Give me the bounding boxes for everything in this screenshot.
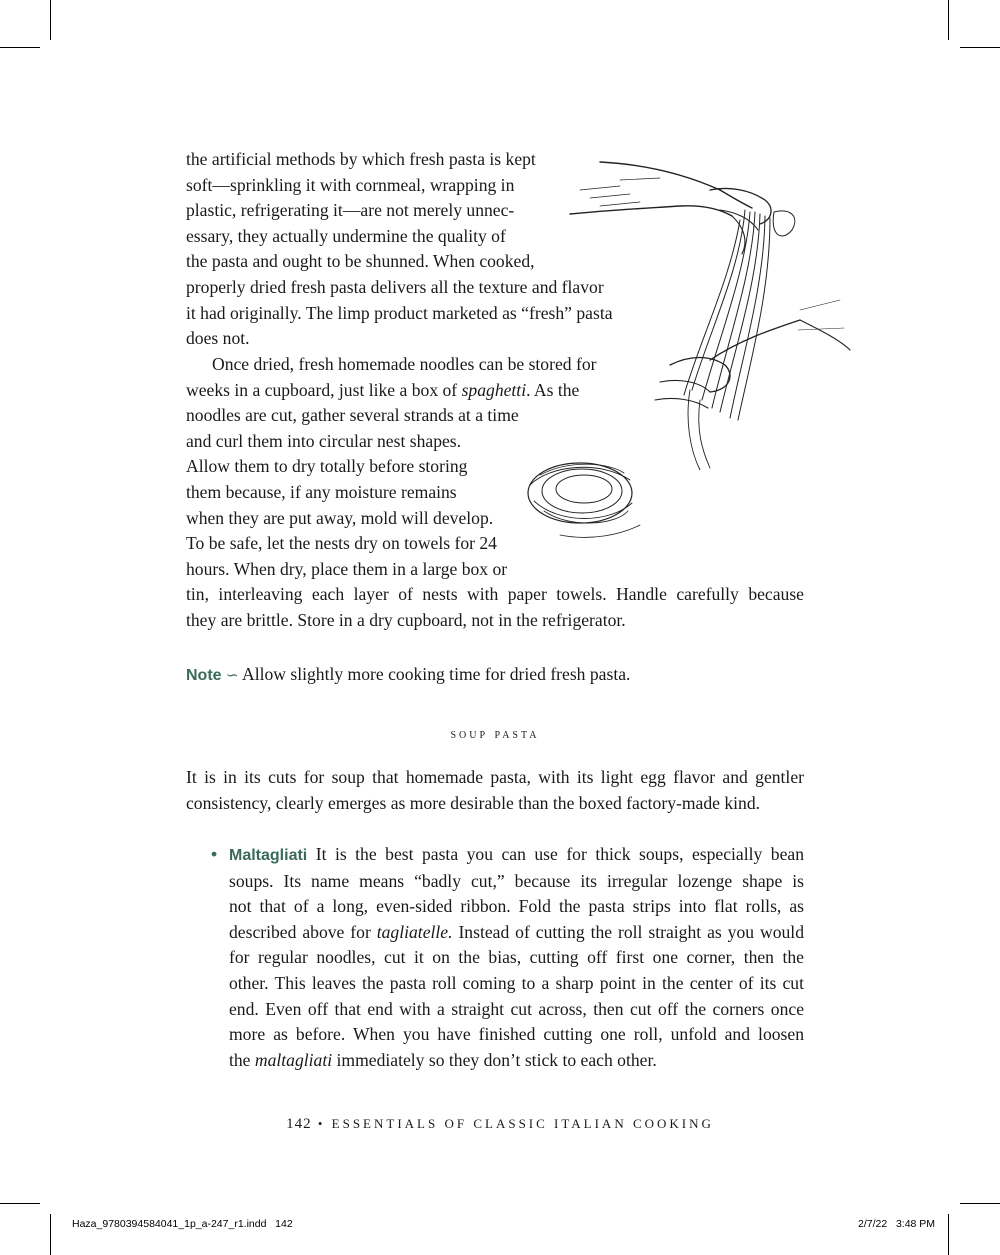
bullet-icon: • — [211, 844, 218, 864]
page-number: 142 — [286, 1116, 312, 1132]
text-line: does not. — [186, 328, 250, 349]
running-footer — [0, 1116, 1000, 1133]
text-span: described above for — [229, 921, 377, 942]
crop-mark — [948, 1214, 949, 1255]
crop-mark — [960, 1203, 1000, 1204]
note-line — [186, 662, 804, 689]
text-line: more as before. When you have finished cutting one roll, unfold and loosen — [229, 1024, 804, 1045]
text-line: plastic, refrigerating it—are not merely unnec- — [186, 200, 515, 221]
text-line: Once dried, fresh homemade noodles can be stored for — [212, 354, 597, 374]
text-line: them because, if any moisture remains — [186, 481, 457, 502]
note-text: Allow slightly more cooking time for dried fresh pasta. — [241, 664, 631, 684]
text-line: for regular noodles, cut it on the bias, cutting off first one corner, then the — [229, 947, 804, 968]
text-span: the — [229, 1049, 255, 1070]
text-span: It is the best pasta you can use for thick soups, especially bean — [307, 844, 804, 864]
slug-datetime: 2/7/22 3:48 PM — [858, 1218, 936, 1230]
body-paragraph-1 — [186, 147, 804, 352]
italic-term: tagliatelle. — [376, 921, 453, 942]
text-span: . As the — [526, 379, 580, 400]
text-span: Instead of cutting the roll straight as you would — [452, 921, 804, 942]
note — [186, 662, 804, 689]
text-line — [229, 842, 804, 869]
text-line: the artificial methods by which fresh pasta is kept — [186, 149, 536, 169]
note-symbol-icon: ∽ — [225, 666, 239, 684]
text-span: weeks in a cupboard, just like a box of — [186, 379, 462, 400]
text-line — [229, 1048, 804, 1074]
text-line: other. This leaves the pasta roll coming to a sharp point in the center of its cut — [229, 972, 804, 993]
text-line: It is in its cuts for soup that homemade pasta, with its light egg flavor and gentler — [186, 767, 804, 787]
text-line: it had originally. The limp product marketed as “fresh” pasta — [186, 302, 613, 323]
text-line: when they are put away, mold will develop. — [186, 507, 494, 528]
crop-mark — [948, 0, 949, 40]
crop-mark — [0, 1203, 40, 1204]
text-line: soups. Its name means “badly cut,” because its irregular lozenge shape is — [229, 870, 804, 891]
bullet-item-maltagliati — [211, 842, 804, 1073]
text-line — [229, 920, 804, 946]
text-line: hours. When dry, place them in a large box or — [186, 558, 508, 579]
text-line: not that of a long, even-sided ribbon. Fold the pasta strips into flat rolls, as — [229, 896, 804, 917]
text-line: and curl them into circular nest shapes. — [186, 430, 462, 451]
text-line: tin, interleaving each layer of nests with paper towels. Handle carefully because — [186, 584, 804, 605]
italic-term: spaghetti — [461, 379, 527, 400]
body-paragraph-2 — [186, 352, 804, 634]
text-line: noodles are cut, gather several strands at a time — [186, 405, 519, 426]
crop-mark — [960, 47, 1000, 48]
running-title: ESSENTIALS OF CLASSIC ITALIAN COOKING — [331, 1116, 714, 1131]
text-span: immediately so they don’t stick to each other. — [332, 1049, 657, 1070]
crop-mark — [50, 1214, 51, 1255]
crop-mark — [50, 0, 51, 40]
slug-filename: Haza_9780394584041_1p_a-247_r1.indd 142 — [72, 1218, 293, 1230]
text-line: To be safe, let the nests dry on towels for 24 — [186, 533, 497, 554]
text-line: they are brittle. Store in a dry cupboard, not in the refrigerator. — [186, 609, 626, 630]
text-line: Allow them to dry totally before storing — [186, 456, 468, 477]
text-line: soft—sprinkling it with cornmeal, wrapping in — [186, 174, 515, 195]
text-line: end. Even off that end with a straight cut across, then cut off the corners once — [229, 998, 804, 1019]
footer-separator: • — [317, 1116, 326, 1131]
section-heading: soup pasta — [450, 727, 540, 742]
text-line — [186, 378, 804, 404]
italic-term: maltagliati — [254, 1049, 333, 1070]
text-line: essary, they actually undermine the quality of — [186, 225, 506, 246]
note-label: Note — [186, 667, 222, 684]
bullet-term: Maltagliati — [229, 847, 308, 864]
text-line: consistency, clearly emerges as more desirable than the boxed factory-made kind. — [186, 792, 761, 813]
crop-mark — [0, 47, 40, 48]
text-line: the pasta and ought to be shunned. When cooked, — [186, 251, 535, 272]
section-intro — [186, 765, 804, 816]
text-line: properly dried fresh pasta delivers all the texture and flavor — [186, 276, 604, 297]
